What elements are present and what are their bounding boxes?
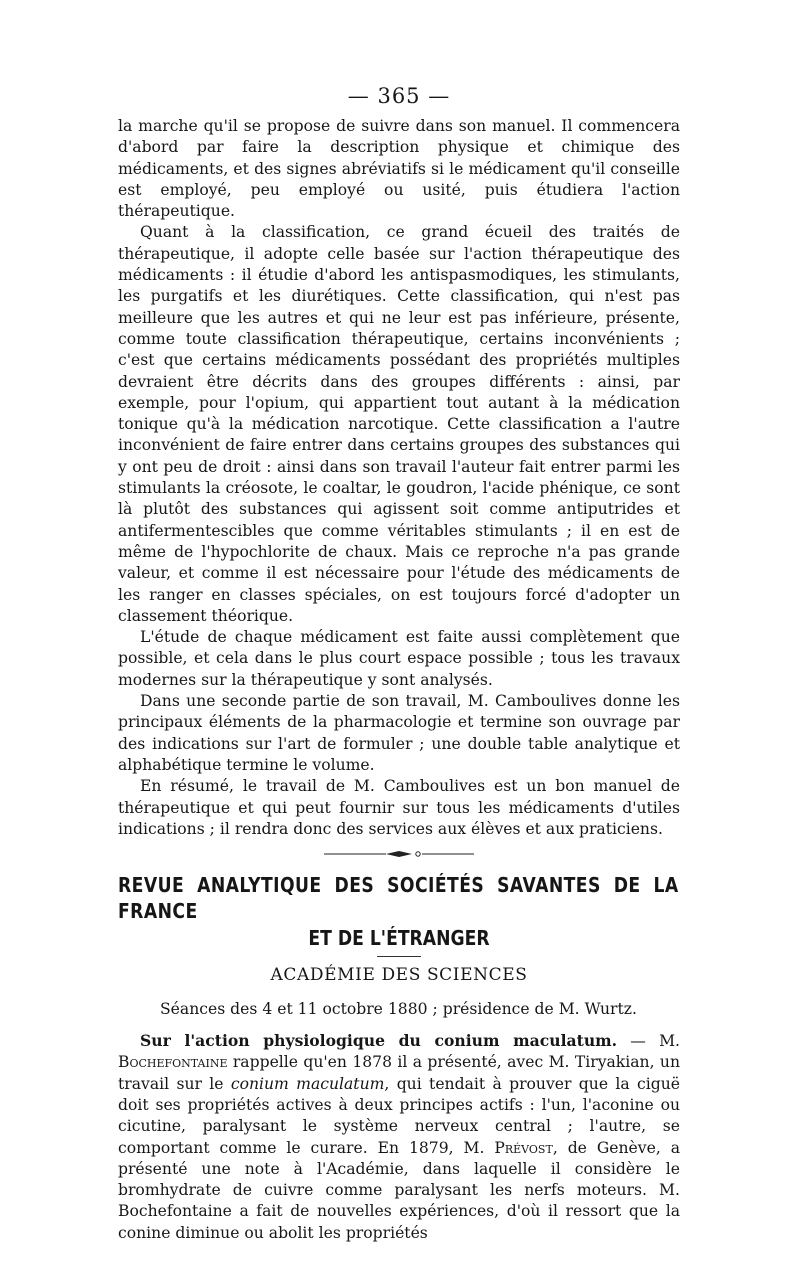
title-dash: — (617, 1032, 660, 1051)
heading-divider (377, 956, 421, 957)
article-title: Sur l'action physiologique du conium maculatum. (140, 1031, 618, 1051)
sessions-line: Séances des 4 et 11 octobre 1880 ; présidence de M. Wurtz. (160, 1000, 637, 1019)
page-number: — 365 — (347, 84, 451, 108)
paragraph-4: Dans une seconde partie de son travail, M. Camboulives donne les principaux éléments de la pharmacologie et termine son ouvrage par des indications sur l'art de formuler ; une double table analytique et alphabétique termine le volume. (118, 692, 680, 774)
paragraph-2: Quant à la classification, ce grand écueil des traités de thérapeutique, il adopte celle basée sur l'action thérapeutique des médicaments : il étudie d'abord les antispasmodiques, les stimulants, les purgatifs et les diurétiques. Cette classification, qui n'est pas meilleure que les autres et qui ne leur est pas inférieure, présente, comme toute classification thérapeutique, certains inconvénients ; c'est que certains médicaments possédant des propriétés multiples devraient être décrits dans des groupes différents : ainsi, par exemple, pour l'opium, qui appartient tout autant à la médication tonique qu'à la médication narcotique. Cette classification a l'autre inconvénient de faire entrer dans certains groupes des substances qui y ont peu de droit : ainsi dans son travail l'auteur fait entrer parmi les stimulants la créosote, le coaltar, le goudron, l'acide phénique, ce sont là plutôt des substances qui agissent soit comme antiputrides et antifermentescibles que comme véritables stimulants ; il en est de même de l'hypochlorite de chaux. Mais ce reproche n'a pas grande valeur, et comme il est nécessaire pour l'étude des médicaments de les ranger en classes spéciales, on est toujours forcé d'adopter un classement théorique. (118, 223, 680, 625)
section-heading-continued: ET DE L'ÉTRANGER (308, 926, 490, 951)
text-segment-a: rappelle qu'en 1878 il a présenté, avec M. Tiryakian, un travail sur le (118, 1053, 680, 1093)
text-segment-c: , de Genève, a présenté une note à l'Académie, dans laquelle il considère le bromhydrate de cuivre comme paralysant les nerfs moteurs. M. Bochefontaine a fait de nouvelles expériences, d'où il ressort que la conine diminue ou abolit les propriétés (118, 1138, 680, 1242)
book-page (118, 84, 680, 1244)
academy-heading: ACADÉMIE DES SCIENCES (270, 965, 528, 986)
paragraph-5: En résumé, le travail de M. Camboulives est un bon manuel de thérapeutique et qui peut fournir sur tous les médicaments d'utiles indications ; il rendra donc des services aux élèves et aux praticiens. (118, 777, 680, 838)
text-segment-b: , qui tendait à prouver que la ciguë doit ses propriétés actives à deux principes actifs : l'un, l'aconine ou cicutine, paralysant le système nerveux central ; l'autre, se comportant comme le curare. En 1879, M. (118, 1074, 680, 1157)
section-heading: REVUE ANALYTIQUE DES SOCIÉTÉS SAVANTES DE LA FRANCE (118, 873, 679, 924)
species-name: conium maculatum (230, 1074, 385, 1093)
paragraph-3: L'étude de chaque médicament est faite aussi complètement que possible, et cela dans le plus court espace possible ; tous les travaux modernes sur la thérapeutique y sont analysés. (118, 628, 680, 689)
paragraph-final (118, 1030, 680, 1244)
author-name-2: Prévost (494, 1138, 553, 1157)
author-name: M. Bochefontaine (118, 1032, 680, 1072)
paragraph-1: la marche qu'il se propose de suivre dans son manuel. Il commencera d'abord par faire la description physique et chimique des médicaments, et des signes abréviatifs si le médicament qu'il conseille est employé, peu employé ou usité, puis étudiera l'action thérapeutique. (118, 117, 680, 221)
ornamental-rule-icon (118, 850, 680, 858)
